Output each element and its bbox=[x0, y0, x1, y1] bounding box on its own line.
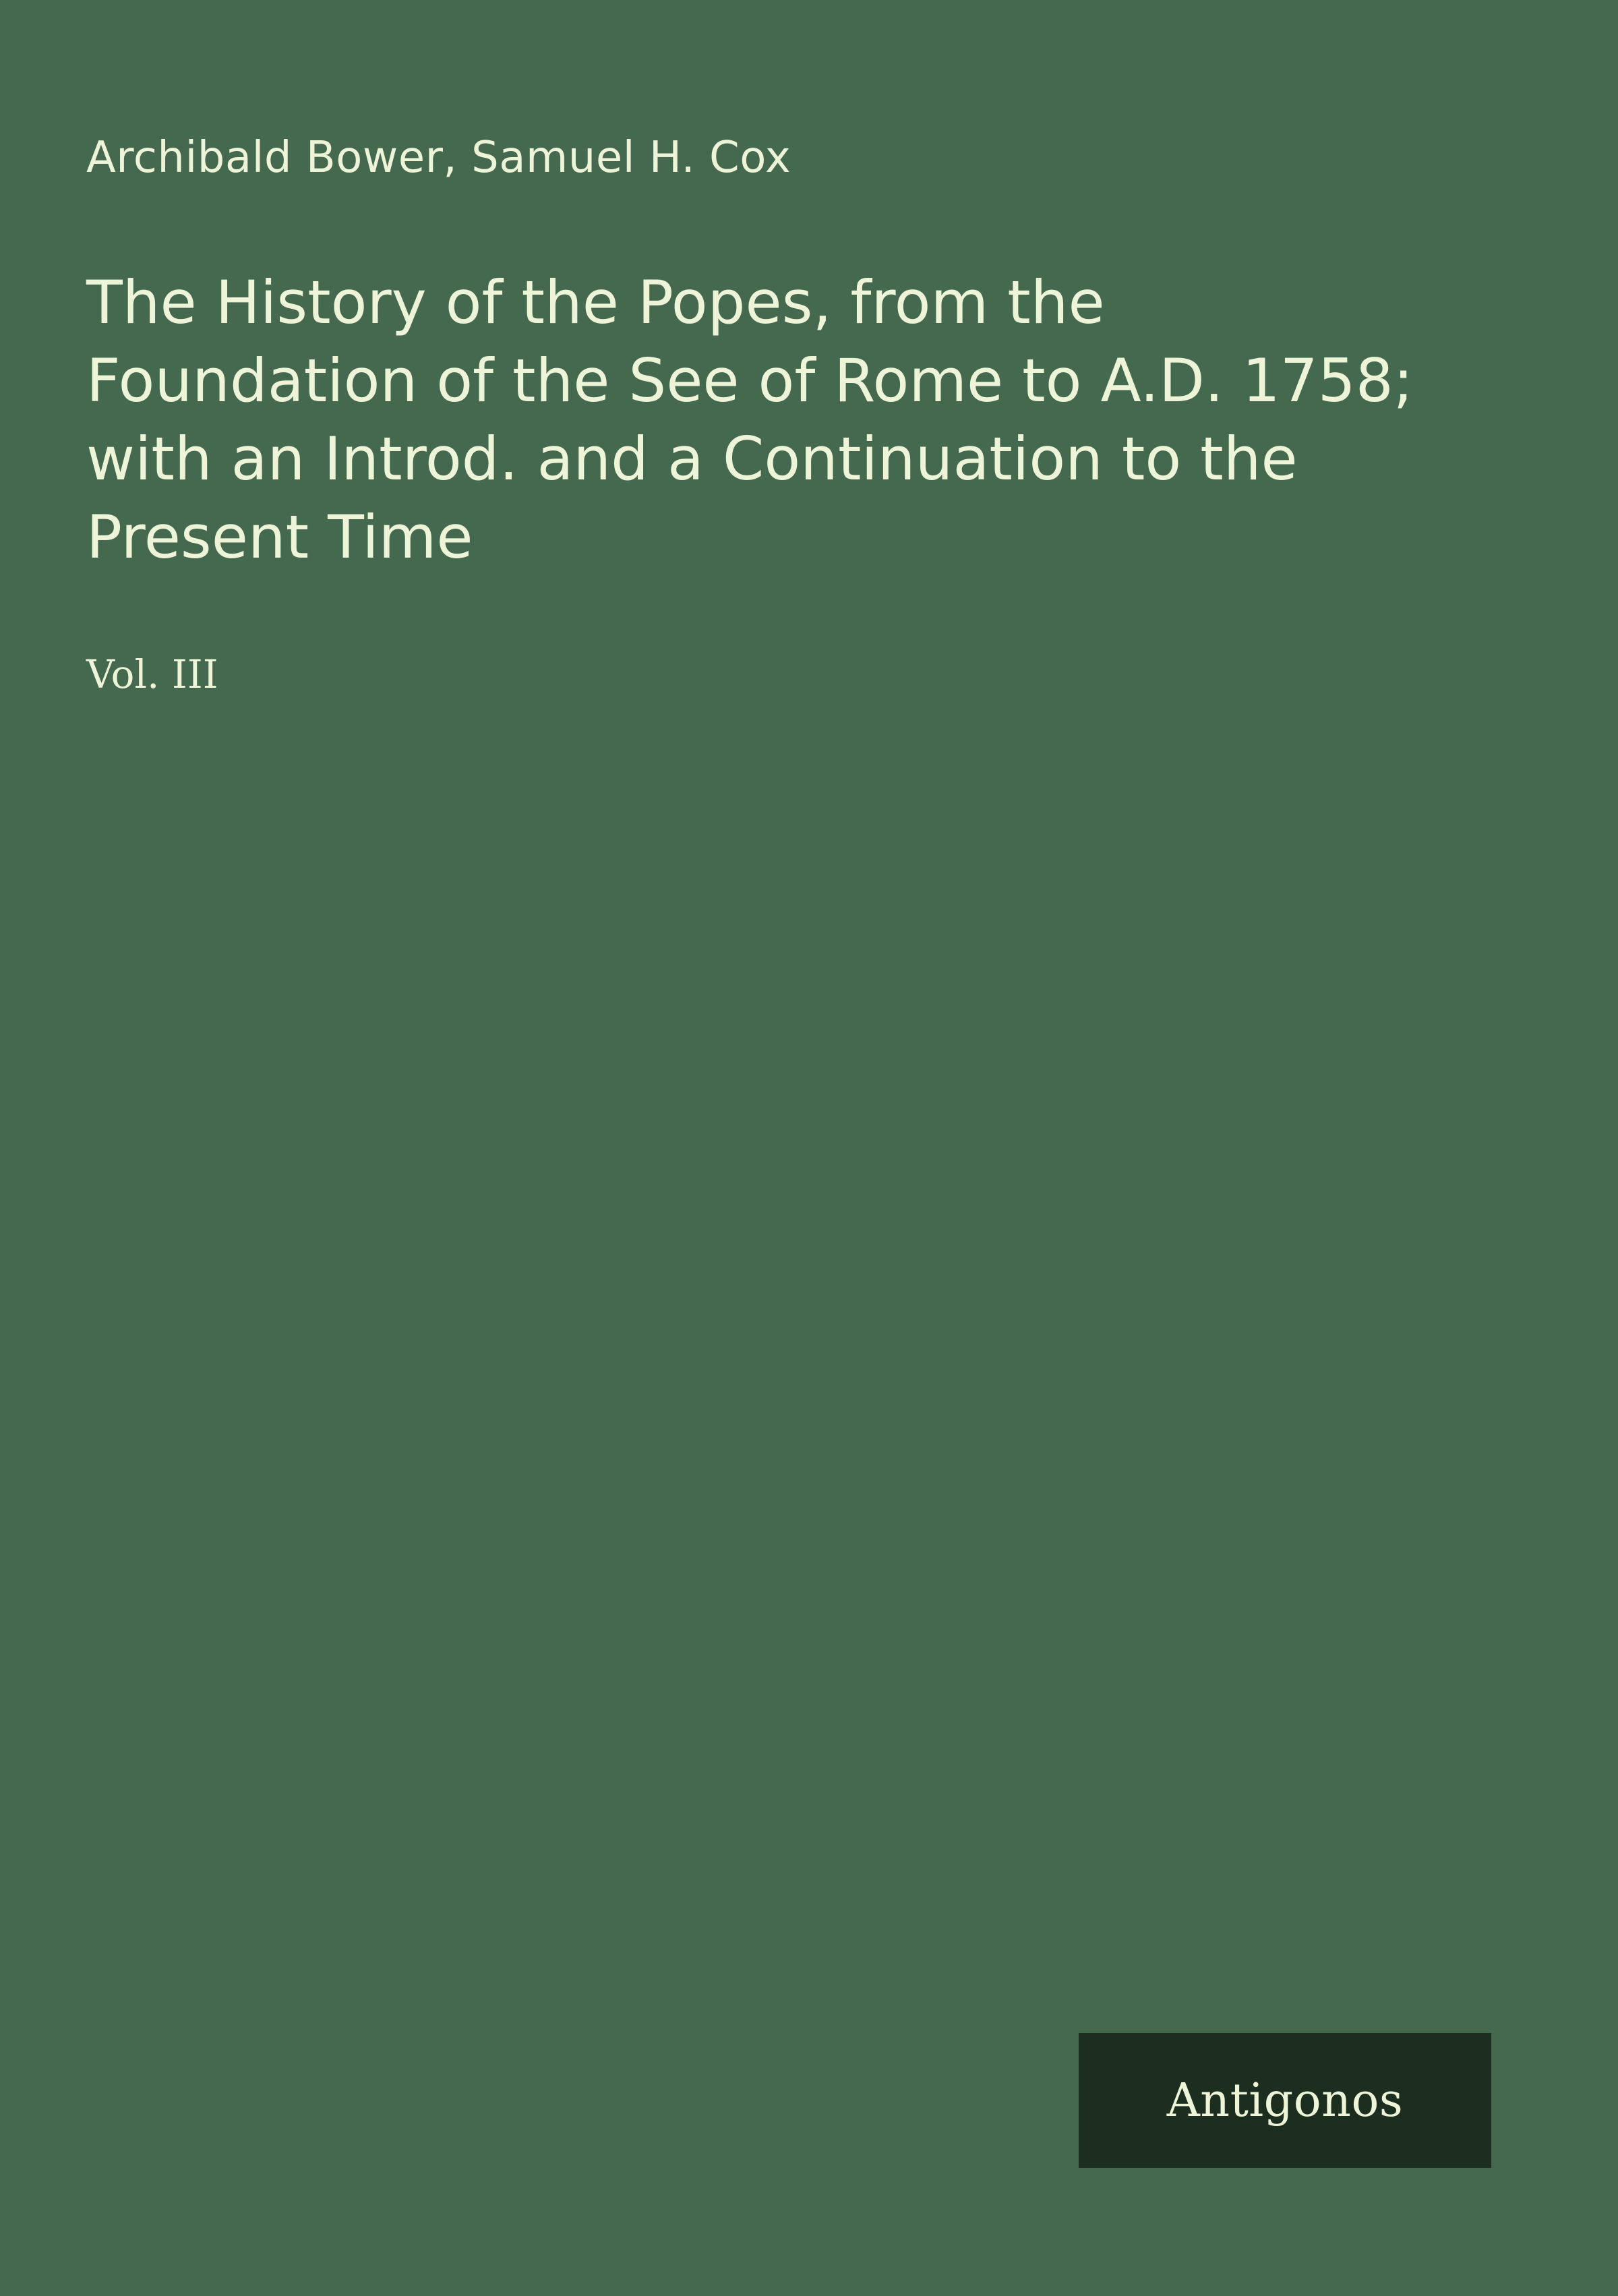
book-title: The History of the Popes, from the Foundation of the See of Rome to A.D. 1758; with an Introd. and a Continuation to the Present Time bbox=[86, 267, 1414, 572]
publisher-badge bbox=[1079, 2033, 1491, 2168]
publisher-name: Antigonos bbox=[1166, 2073, 1404, 2127]
author-name: Archibald Bower, Samuel H. Cox bbox=[86, 133, 791, 183]
volume-subtitle: Vol. III bbox=[86, 651, 218, 698]
